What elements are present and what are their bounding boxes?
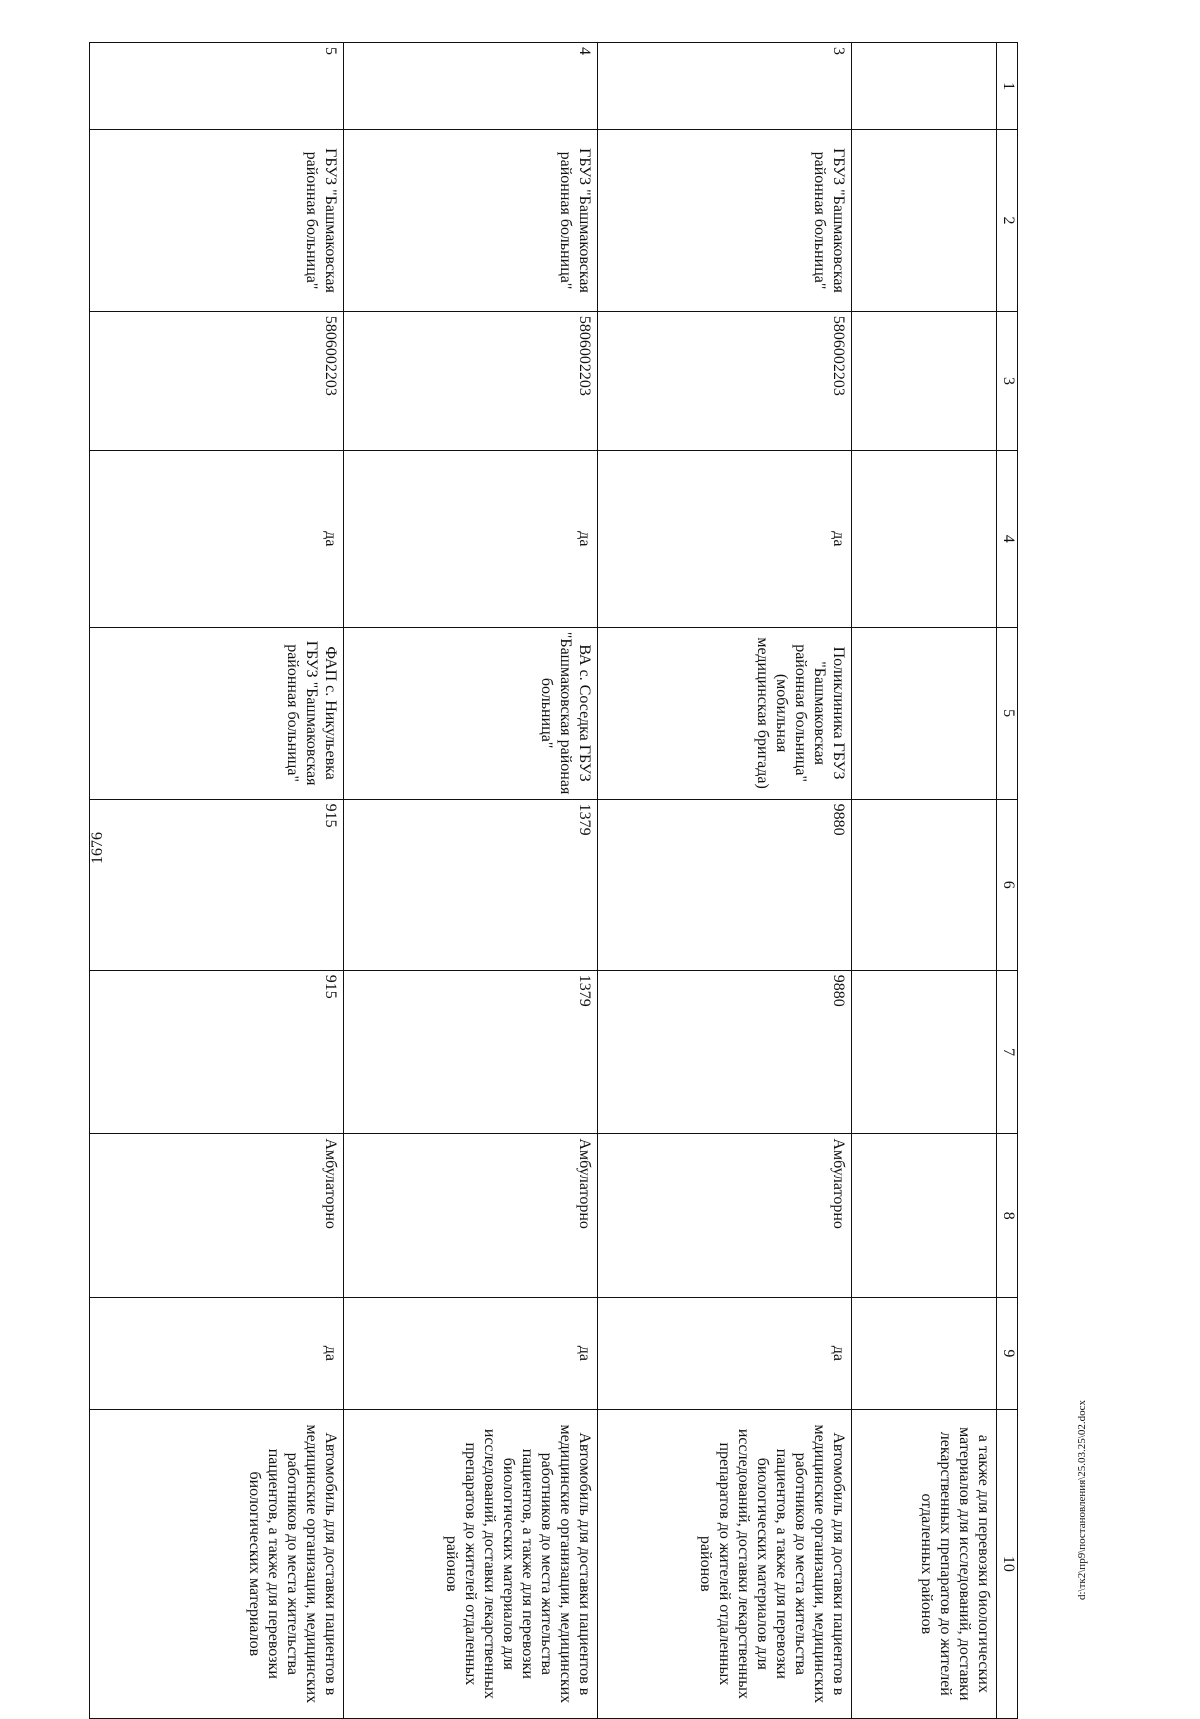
flag-cell: да	[90, 451, 344, 627]
table-row	[598, 43, 852, 1719]
flag-cell: да	[344, 1298, 598, 1410]
table-row	[90, 43, 344, 1719]
flag-cell: да	[598, 1298, 852, 1410]
row-number-cell: 5	[90, 43, 344, 130]
empty-cell	[852, 799, 997, 970]
mode-cell: Амбулаторно	[90, 1134, 344, 1298]
code-cell: 5806002203	[344, 311, 598, 450]
empty-cell	[852, 627, 997, 799]
empty-cell	[852, 130, 997, 312]
flag-cell: да	[344, 451, 598, 627]
column-number: 4	[997, 451, 1018, 627]
purpose-cell: Автомобиль для доставки пациентов в медицинские организации, медицинских работников до места жительства пациентов, а также для перевозки биологических материалов для исследований, доставки лекарственных препаратов до жителей отдаленных районов	[344, 1409, 598, 1718]
column-number: 6	[997, 799, 1018, 970]
organization-cell: ГБУЗ "Башмаковская районная больница"	[344, 130, 598, 312]
purpose-continuation-cell: а также для перевозки биологических материалов для исследований, доставки лекарственных препаратов до жителей отдаленных районов	[852, 1409, 997, 1718]
medical-transport-table	[89, 42, 1018, 1719]
column-number: 7	[997, 970, 1018, 1134]
unit-cell: Поликлиника ГБУЗ "Башмаковская районная больница" (мобильная медицинская бригада)	[598, 627, 852, 799]
flag-cell: да	[598, 451, 852, 627]
organization-cell: ГБУЗ "Башмаковская районная больница"	[90, 130, 344, 312]
code-cell: 5806002203	[598, 311, 852, 450]
empty-cell	[852, 1298, 997, 1410]
column-number: 1	[997, 43, 1018, 130]
empty-cell	[852, 43, 997, 130]
column-number: 8	[997, 1134, 1018, 1298]
column-number: 5	[997, 627, 1018, 799]
purpose-cell: Автомобиль для доставки пациентов в медицинские организации, медицинских работников до места жительства пациентов, а также для перевозки биологических материалов для исследований, доставки лекарственных препаратов до жителей отдаленных районов	[598, 1409, 852, 1718]
value-cell: 915	[90, 970, 344, 1134]
continuation-row	[852, 43, 997, 1719]
unit-cell: ФАП с. Никульевка ГБУЗ "Башмаковская районная больница"	[90, 627, 344, 799]
value-cell: 1379	[344, 799, 598, 970]
empty-cell	[852, 970, 997, 1134]
empty-cell	[852, 311, 997, 450]
organization-cell: ГБУЗ "Башмаковская районная больница"	[598, 130, 852, 312]
mode-cell: Амбулаторно	[598, 1134, 852, 1298]
row-number-cell: 4	[344, 43, 598, 130]
empty-cell	[852, 1134, 997, 1298]
column-number: 3	[997, 311, 1018, 450]
table-row	[344, 43, 598, 1719]
empty-cell	[852, 451, 997, 627]
flag-cell: да	[90, 1298, 344, 1410]
unit-cell: ВА с. Соседка ГБУЗ "Башмаковская районая больница"	[344, 627, 598, 799]
column-number: 2	[997, 130, 1018, 312]
purpose-cell: Автомобиль для доставки пациентов в медицинские организации, медицинских работников до места жительства пациентов, а также для перевозки биологических материалов	[90, 1409, 344, 1718]
row-number-cell: 3	[598, 43, 852, 130]
table-container	[173, 42, 1018, 1719]
value-cell: 915	[90, 799, 344, 970]
value-cell: 9880	[598, 799, 852, 970]
value-cell: 9880	[598, 970, 852, 1134]
code-cell: 5806002203	[90, 311, 344, 450]
page-number: 1676	[89, 832, 106, 864]
mode-cell: Амбулаторно	[344, 1134, 598, 1298]
footer-file-path: d:\тк2\пр9\постановления\25.03.25\02.docx	[1076, 1400, 1088, 1601]
value-cell: 1379	[344, 970, 598, 1134]
column-number-row	[997, 43, 1018, 1719]
column-number: 9	[997, 1298, 1018, 1410]
column-number: 10	[997, 1409, 1018, 1718]
